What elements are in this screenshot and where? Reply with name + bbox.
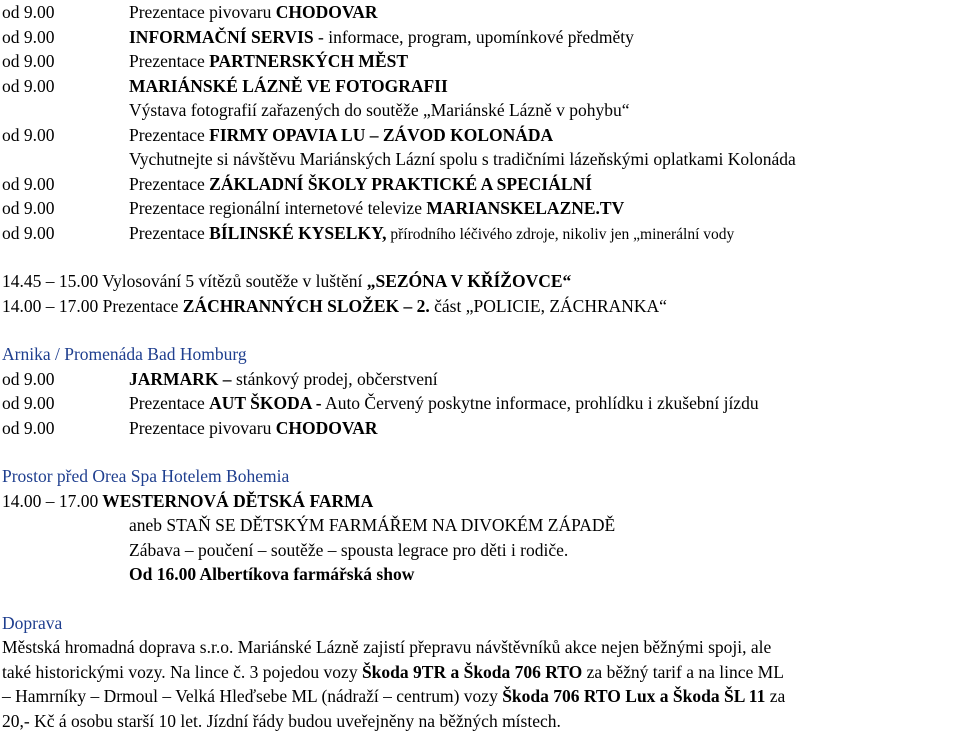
program-row: [2, 25, 958, 50]
event-title: ZÁCHRANNÝCH SLOŽEK – 2.: [182, 295, 430, 316]
event-text: Prezentace AUT ŠKODA - Auto Červený poskytne informace, prohlídku i zkušební jízdu: [129, 393, 759, 413]
event-text: Prezentace ZÁKLADNÍ ŠKOLY PRAKTICKÉ A SPECIÁLNÍ: [129, 173, 592, 194]
event-text: Prezentace pivovaru CHODOVAR: [129, 417, 378, 438]
time-label: od 9.00: [2, 222, 55, 243]
time-label: od 9.00: [2, 368, 55, 389]
transport-line: také historickými vozy. Na lince č. 3 pojedou vozy Škoda 9TR a Škoda 706 RTO za běžný tarif a na lince ML: [2, 661, 784, 682]
event-text: část „POLICIE, ZÁCHRANKA“: [429, 295, 667, 316]
program-row: [2, 367, 958, 392]
event-text: Prezentace FIRMY OPAVIA LU – ZÁVOD KOLONÁDA: [129, 124, 554, 145]
event-subtitle: aneb STAŇ SE DĚTSKÝM FARMÁŘEM NA DIVOKÉM ZÁPADĚ: [129, 515, 616, 535]
event-note: Výstava fotografií zařazených do soutěže „Mariánské Lázně v pohybu“: [129, 100, 630, 120]
time-label: 14.00 – 17.00: [2, 490, 99, 511]
time-label: od 9.00: [2, 124, 55, 145]
time-label: 14.45 – 15.00: [2, 271, 99, 291]
program-row: [2, 196, 958, 221]
time-label: od 9.00: [2, 75, 55, 96]
program-row: [2, 172, 958, 197]
program-row: [2, 489, 958, 514]
event-text: MARIÁNSKÉ LÁZNĚ VE FOTOGRAFII: [129, 75, 448, 96]
program-row: [2, 391, 958, 416]
time-label: od 9.00: [2, 393, 55, 413]
transport-line: 20,- Kč á osobu starší 10 let. Jízdní řády budou uveřejněny na běžných místech.: [2, 710, 561, 731]
event-show: Od 16.00 Albertíkova farmářská show: [129, 564, 415, 584]
program-row: [2, 74, 958, 99]
event-note: Zábava – poučení – soutěže – spousta legrace pro děti i rodiče.: [129, 539, 569, 560]
event-text: Prezentace PARTNERSKÝCH MĚST: [129, 51, 409, 71]
program-row: [2, 221, 958, 246]
program-row: [2, 49, 958, 74]
venue-heading: Arnika / Promenáda Bad Homburg: [2, 344, 247, 364]
event-text: Prezentace pivovaru CHODOVAR: [129, 2, 378, 22]
program-row: [2, 0, 958, 25]
time-label: od 9.00: [2, 417, 55, 438]
time-label: od 9.00: [2, 173, 55, 194]
event-text: INFORMAČNÍ SERVIS - informace, program, upomínkové předměty: [129, 26, 634, 47]
event-title: „SEZÓNA V KŘÍŽOVCE“: [366, 271, 572, 291]
event-text: JARMARK – stánkový prodej, občerstvení: [129, 368, 438, 389]
program-row: [2, 123, 958, 148]
transport-heading: Doprava: [2, 612, 63, 633]
venue-heading: Prostor před Orea Spa Hotelem Bohemia: [2, 466, 290, 486]
program-row: [2, 269, 958, 294]
program-row: [2, 416, 958, 441]
event-title: WESTERNOVÁ DĚTSKÁ FARMA: [98, 490, 374, 511]
time-label: od 9.00: [2, 26, 55, 47]
transport-line: – Hamrníky – Drmoul – Velká Hleďsebe ML (nádraží – centrum) vozy Škoda 706 RTO Lux a Škoda ŠL 11 za: [2, 686, 786, 706]
event-note: Vychutnejte si návštěvu Mariánských Lázní spolu s tradičními lázeňskými oplatkami Kolonáda: [129, 149, 796, 169]
program-document: [2, 0, 958, 733]
event-text: Prezentace BÍLINSKÉ KYSELKY, přírodního léčivého zdroje, nikoliv jen „minerální vody: [129, 222, 735, 243]
time-label: od 9.00: [2, 2, 55, 22]
time-label: od 9.00: [2, 198, 55, 218]
time-label: od 9.00: [2, 51, 55, 71]
transport-line: Městská hromadná doprava s.r.o. Mariánské Lázně zajistí přepravu návštěvníků akce nejen běžnými spoji, ale: [2, 637, 772, 657]
event-text: Prezentace: [98, 295, 183, 316]
time-label: 14.00 – 17.00: [2, 295, 99, 316]
event-text: Prezentace regionální internetové televize MARIANSKELAZNE.TV: [129, 198, 625, 218]
program-row: [2, 294, 958, 319]
event-text: Vylosování 5 vítězů soutěže v luštění: [98, 271, 367, 291]
